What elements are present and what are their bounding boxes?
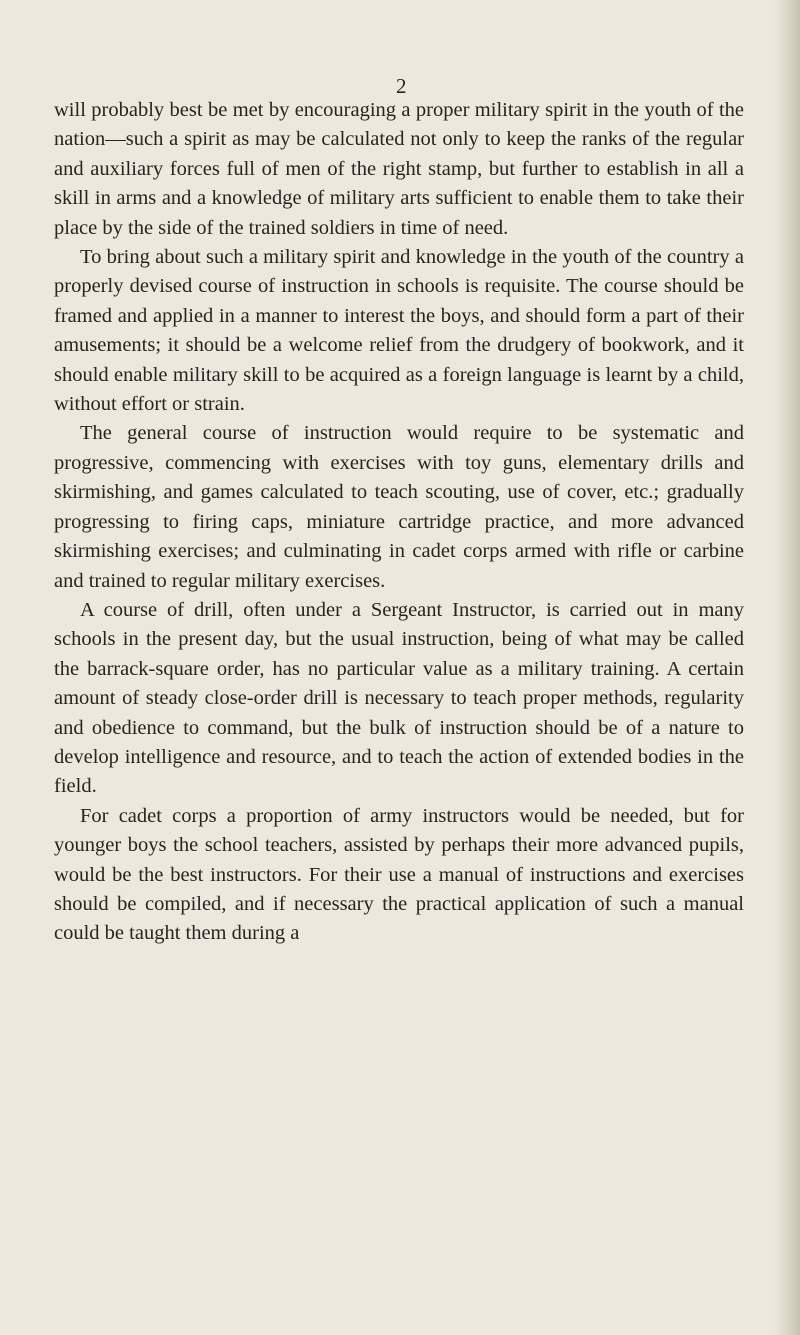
page-edge-shadow xyxy=(774,0,800,1335)
paragraph-3: The general course of instruction would require to be systematic and progressive, commencing with exercises with toy guns, elementary drills and skirmishing, and games calculated to teach scouting, use of cover, etc.; gradually progressing to firing caps, miniature cartridge practice, and more advanced skirmishing exercises; and culminating in cadet corps armed with rifle or carbine and trained to regular military exercises. xyxy=(54,422,744,592)
page-number: 2 xyxy=(396,74,407,98)
body-text xyxy=(54,96,744,949)
paragraph-1: will probably best be met by encouraging a proper military spirit in the youth of the nation—such a spirit as may be calculated not only to keep the ranks of the regular and auxiliary forces full of men of the right stamp, but further to establish in all a skill in arms and a knowledge of military arts sufficient to enable them to take their place by the side of the trained soldiers in time of need. xyxy=(54,99,744,239)
paragraph-2: To bring about such a military spirit and knowledge in the youth of the country a properly devised course of instruction in schools is requisite. The course should be framed and applied in a manner to interest the boys, and should form a part of their amusements; it should be a welcome relief from the drudgery of bookwork, and it should enable military skill to be acquired as a foreign language is learnt by a child, without effort or strain. xyxy=(54,246,744,416)
paragraph-4: A course of drill, often under a Sergeant Instructor, is carried out in many schools in the present day, but the usual instruction, being of what may be called the barrack-square order, has no particular value as a military training. A certain amount of steady close-order drill is necessary to teach proper methods, regularity and obedience to command, but the bulk of instruction should be of a nature to develop intelligence and resource, and to teach the action of extended bodies in the field. xyxy=(54,598,744,798)
paragraph-5: For cadet corps a proportion of army instructors would be needed, but for younger boys the school teachers, assisted by perhaps their more advanced pupils, would be the best instructors. For their use a manual of instructions and exercises should be compiled, and if necessary the practical application of such a manual could be taught them during a xyxy=(54,804,744,945)
